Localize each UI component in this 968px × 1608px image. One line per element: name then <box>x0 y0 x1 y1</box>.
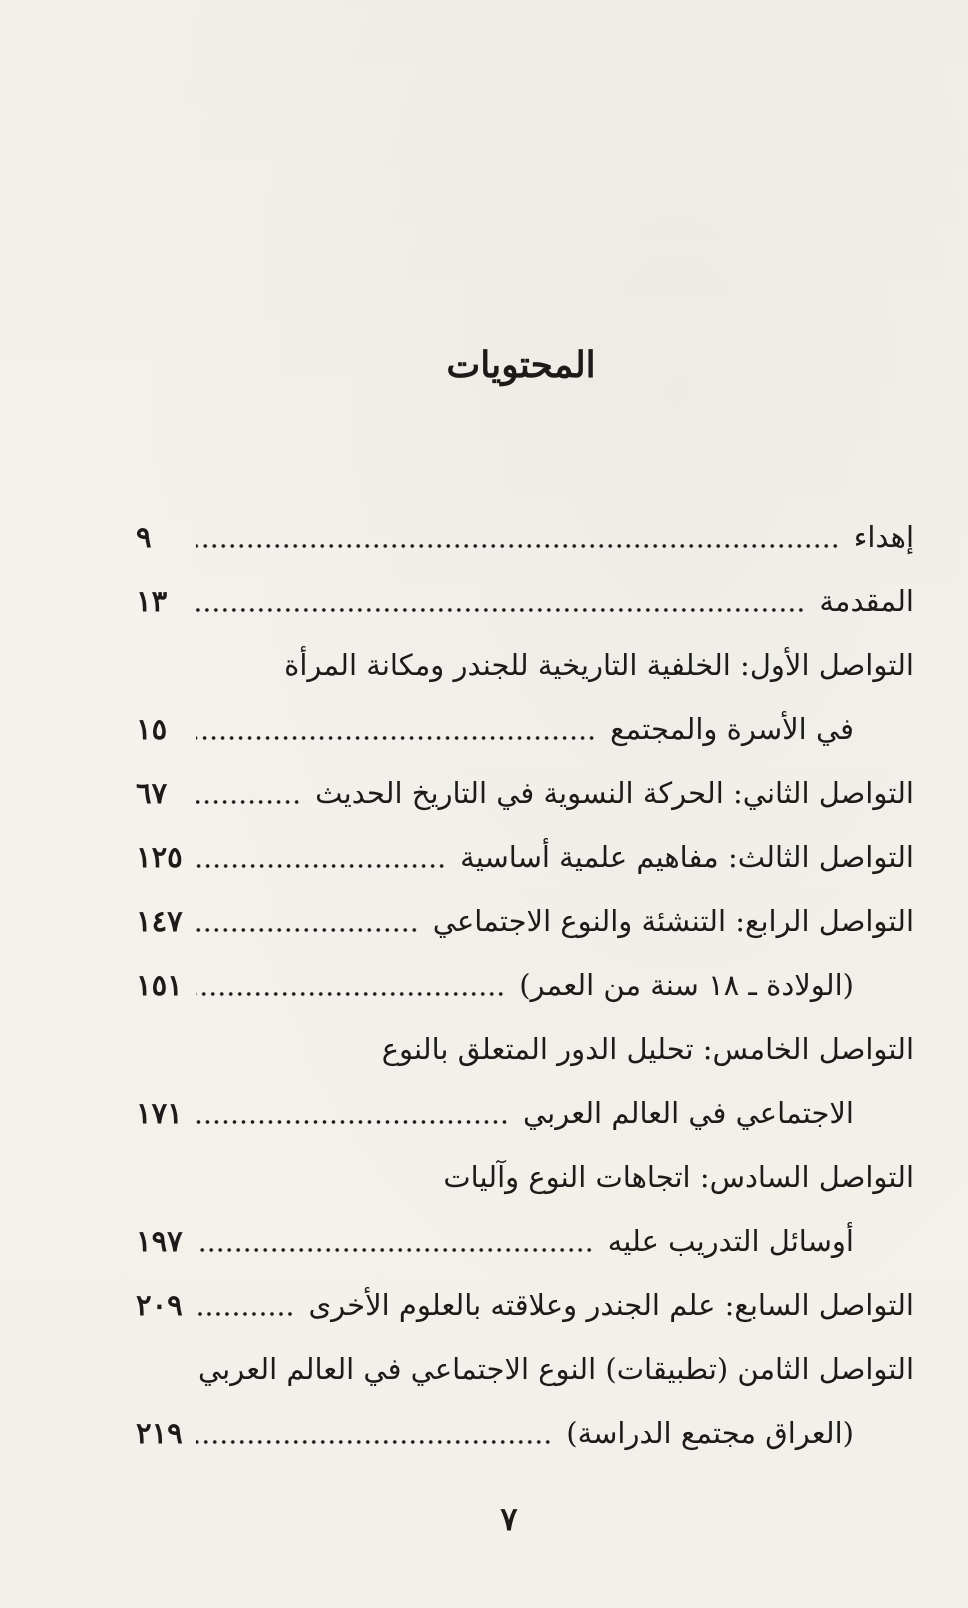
toc-entry-text: التواصل الثامن (تطبيقات) النوع الاجتماعي في العالم العربي <box>198 1352 914 1386</box>
toc-entry-chapter-3 <box>136 825 914 889</box>
toc-page-number: ١٥١ <box>136 968 183 1002</box>
toc-page-number: ١٧١ <box>136 1096 183 1130</box>
toc-entry-text: إهداء <box>853 520 914 554</box>
toc-page-number: ١٤٧ <box>136 904 183 938</box>
toc-entry-chapter-8-cont <box>136 1401 914 1465</box>
dot-leader <box>196 864 446 868</box>
toc-entry-chapter-8 <box>136 1337 914 1401</box>
toc-entry-text: (العراق مجتمع الدراسة) <box>566 1416 854 1450</box>
toc-entry-text: التواصل السابع: علم الجندر وعلاقته بالعلوم الأخرى <box>308 1288 914 1322</box>
toc-page-number: ١٣ <box>136 584 168 618</box>
toc-entry-chapter-6 <box>136 1145 914 1209</box>
toc-entry-chapter-2 <box>136 761 914 825</box>
dot-leader <box>196 736 596 740</box>
dot-leader <box>196 1120 509 1124</box>
toc-entry-text: التواصل الثاني: الحركة النسوية في التاريخ الحديث <box>315 776 914 810</box>
toc-page-number: ١٥ <box>136 712 168 746</box>
toc-entry-text: التواصل الخامس: تحليل الدور المتعلق بالنوع <box>381 1032 914 1066</box>
toc-entry-chapter-4-sub <box>136 953 914 1017</box>
toc-entry-text: المقدمة <box>819 584 914 618</box>
toc-entry-text: في الأسرة والمجتمع <box>610 712 854 746</box>
toc-page-number: ١٢٥ <box>136 840 183 874</box>
toc-entry-text: أوسائل التدريب عليه <box>607 1224 854 1258</box>
toc-entry-text: الاجتماعي في العالم العربي <box>522 1096 854 1130</box>
dot-leader <box>196 1312 294 1316</box>
toc-page-number: ٦٧ <box>136 776 168 810</box>
dot-leader <box>196 800 301 804</box>
page-number: ٧ <box>500 1500 518 1538</box>
toc-entry-chapter-5 <box>136 1017 914 1081</box>
toc-page-number: ٩ <box>136 520 152 554</box>
dot-leader <box>196 928 419 932</box>
toc-entry-text: التواصل الرابع: التنشئة والنوع الاجتماعي <box>432 904 914 938</box>
toc-page-number: ٢١٩ <box>136 1416 183 1450</box>
dot-leader <box>196 992 505 996</box>
toc-page-number: ٢٠٩ <box>136 1288 183 1322</box>
dot-leader <box>196 1440 552 1444</box>
toc-entry-chapter-1 <box>136 633 914 697</box>
dot-leader <box>196 544 840 548</box>
toc-entry-introduction <box>136 569 914 633</box>
page-title: المحتويات <box>446 344 596 386</box>
table-of-contents <box>136 505 914 1465</box>
dot-leader <box>196 1248 594 1252</box>
toc-entry-chapter-7 <box>136 1273 914 1337</box>
toc-entry-dedication <box>136 505 914 569</box>
toc-entry-text: التواصل الثالث: مفاهيم علمية أساسية <box>460 840 914 874</box>
toc-page-number: ١٩٧ <box>136 1224 183 1258</box>
toc-entry-text: التواصل السادس: اتجاهات النوع وآليات <box>443 1160 914 1194</box>
toc-entry-chapter-5-cont <box>136 1081 914 1145</box>
toc-entry-chapter-6-cont <box>136 1209 914 1273</box>
toc-entry-chapter-1-cont <box>136 697 914 761</box>
toc-entry-text: (الولادة ـ ١٨ سنة من العمر) <box>519 968 854 1002</box>
toc-entry-text: التواصل الأول: الخلفية التاريخية للجندر ومكانة المرأة <box>284 648 914 682</box>
toc-entry-chapter-4 <box>136 889 914 953</box>
dot-leader <box>196 608 805 612</box>
